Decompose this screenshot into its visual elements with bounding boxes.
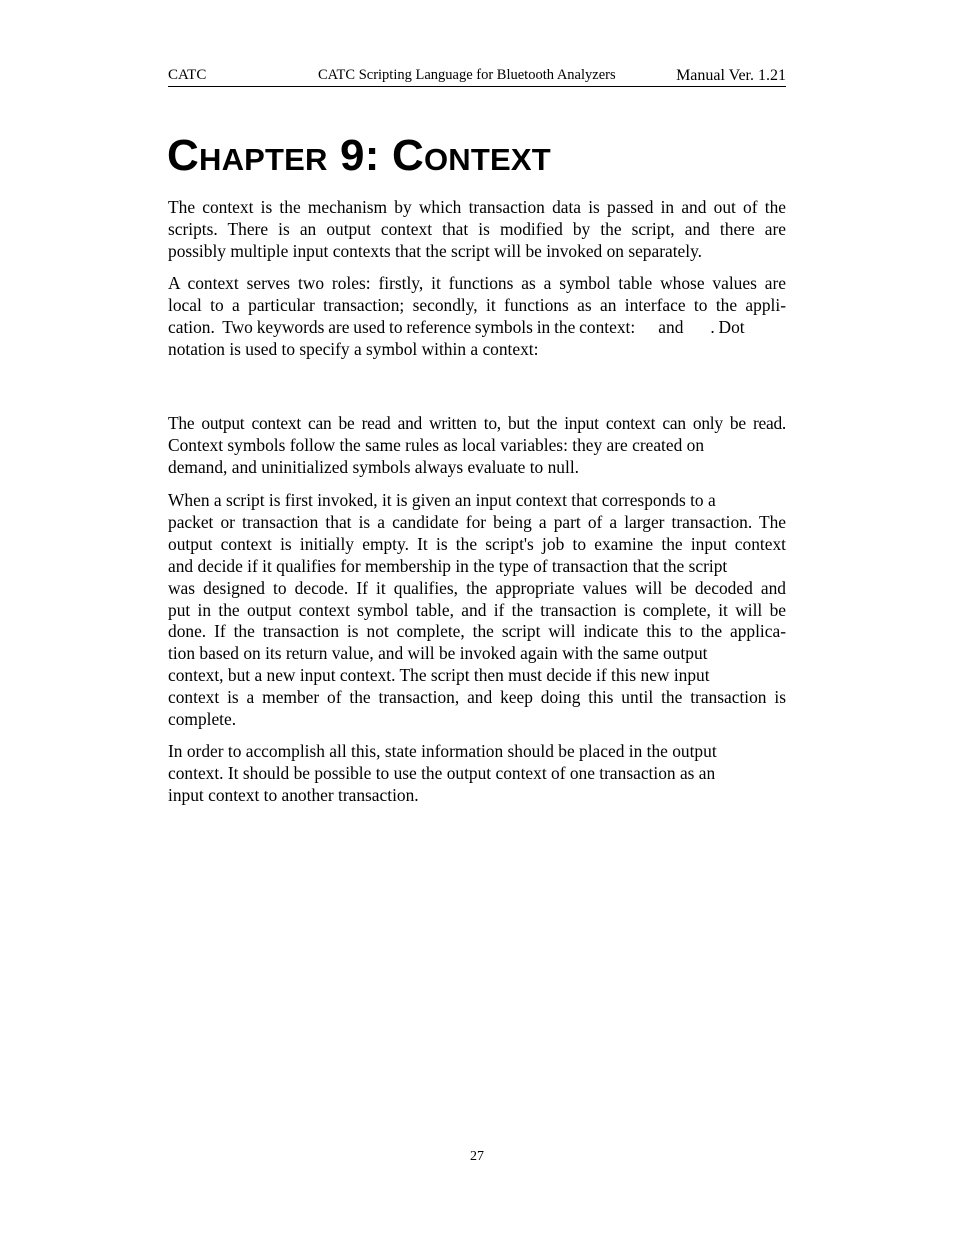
text-line: context is a member of the transaction, and keep doing this until the transaction is xyxy=(168,687,786,708)
running-header xyxy=(168,64,786,87)
text-line: put in the output context symbol table, and if the transaction is complete, it will be xyxy=(168,599,786,620)
header-company: CATC xyxy=(168,67,207,83)
paragraph-state-info xyxy=(168,741,786,807)
text-line: Context symbols follow the same rules as local variables: they are created on xyxy=(168,434,705,455)
text-line: context. It should be possible to use the output context of one transaction as an xyxy=(168,762,716,783)
paragraph-intro xyxy=(168,197,786,263)
page-number: 27 xyxy=(470,1149,484,1164)
text-line: local to a particular transaction; secondly, it functions as an interface to the appli- xyxy=(168,294,786,315)
text-line: and decide if it qualifies for membership in the type of transaction that the script xyxy=(168,555,728,576)
text-line: cation. Two keywords are used to reference symbols in the context: and . Dot xyxy=(168,316,745,337)
text-line: The output context can be read and written to, but the input context can only be read. xyxy=(168,413,786,433)
paragraph-invocation xyxy=(168,490,786,731)
text-line: context, but a new input context. The script then must decide if this new input xyxy=(168,665,710,686)
text-line: notation is used to specify a symbol within a context: xyxy=(168,338,539,359)
text-line: scripts. There is an output context that is modified by the script, and there are xyxy=(168,218,786,239)
text-line: A context serves two roles: firstly, it functions as a symbol table whose values are xyxy=(168,273,786,293)
chapter-title: Chapter 9: Context xyxy=(167,131,551,180)
text-line: possibly multiple input contexts that the script will be invoked on separately. xyxy=(168,240,703,261)
text-line: The context is the mechanism by which transaction data is passed in and out of the xyxy=(168,197,786,217)
text-line: tion based on its return value, and will be invoked again with the same output xyxy=(168,643,708,664)
text-line: complete. xyxy=(168,709,237,730)
text-line: When a script is first invoked, it is given an input context that corresponds to a xyxy=(168,490,716,510)
text-line: output context is initially empty. It is the script's job to examine the input context xyxy=(168,533,786,554)
text-line: demand, and uninitialized symbols always evaluate to null. xyxy=(168,456,579,477)
text-line: was designed to decode. If it qualifies, the appropriate values will be decoded and xyxy=(168,577,786,598)
header-manual-version: Manual Ver. 1.21 xyxy=(676,67,786,84)
text-line: done. If the transaction is not complete, the script will indicate this to the applica- xyxy=(168,621,786,642)
text-line: packet or transaction that is a candidate for being a part of a larger transaction. The xyxy=(168,511,786,532)
text-line: In order to accomplish all this, state information should be placed in the output xyxy=(168,741,717,761)
paragraph-roles xyxy=(168,273,786,361)
paragraph-read-write xyxy=(168,413,786,479)
text-line: input context to another transaction. xyxy=(168,784,419,805)
header-document-title: CATC Scripting Language for Bluetooth Analyzers xyxy=(318,67,616,83)
